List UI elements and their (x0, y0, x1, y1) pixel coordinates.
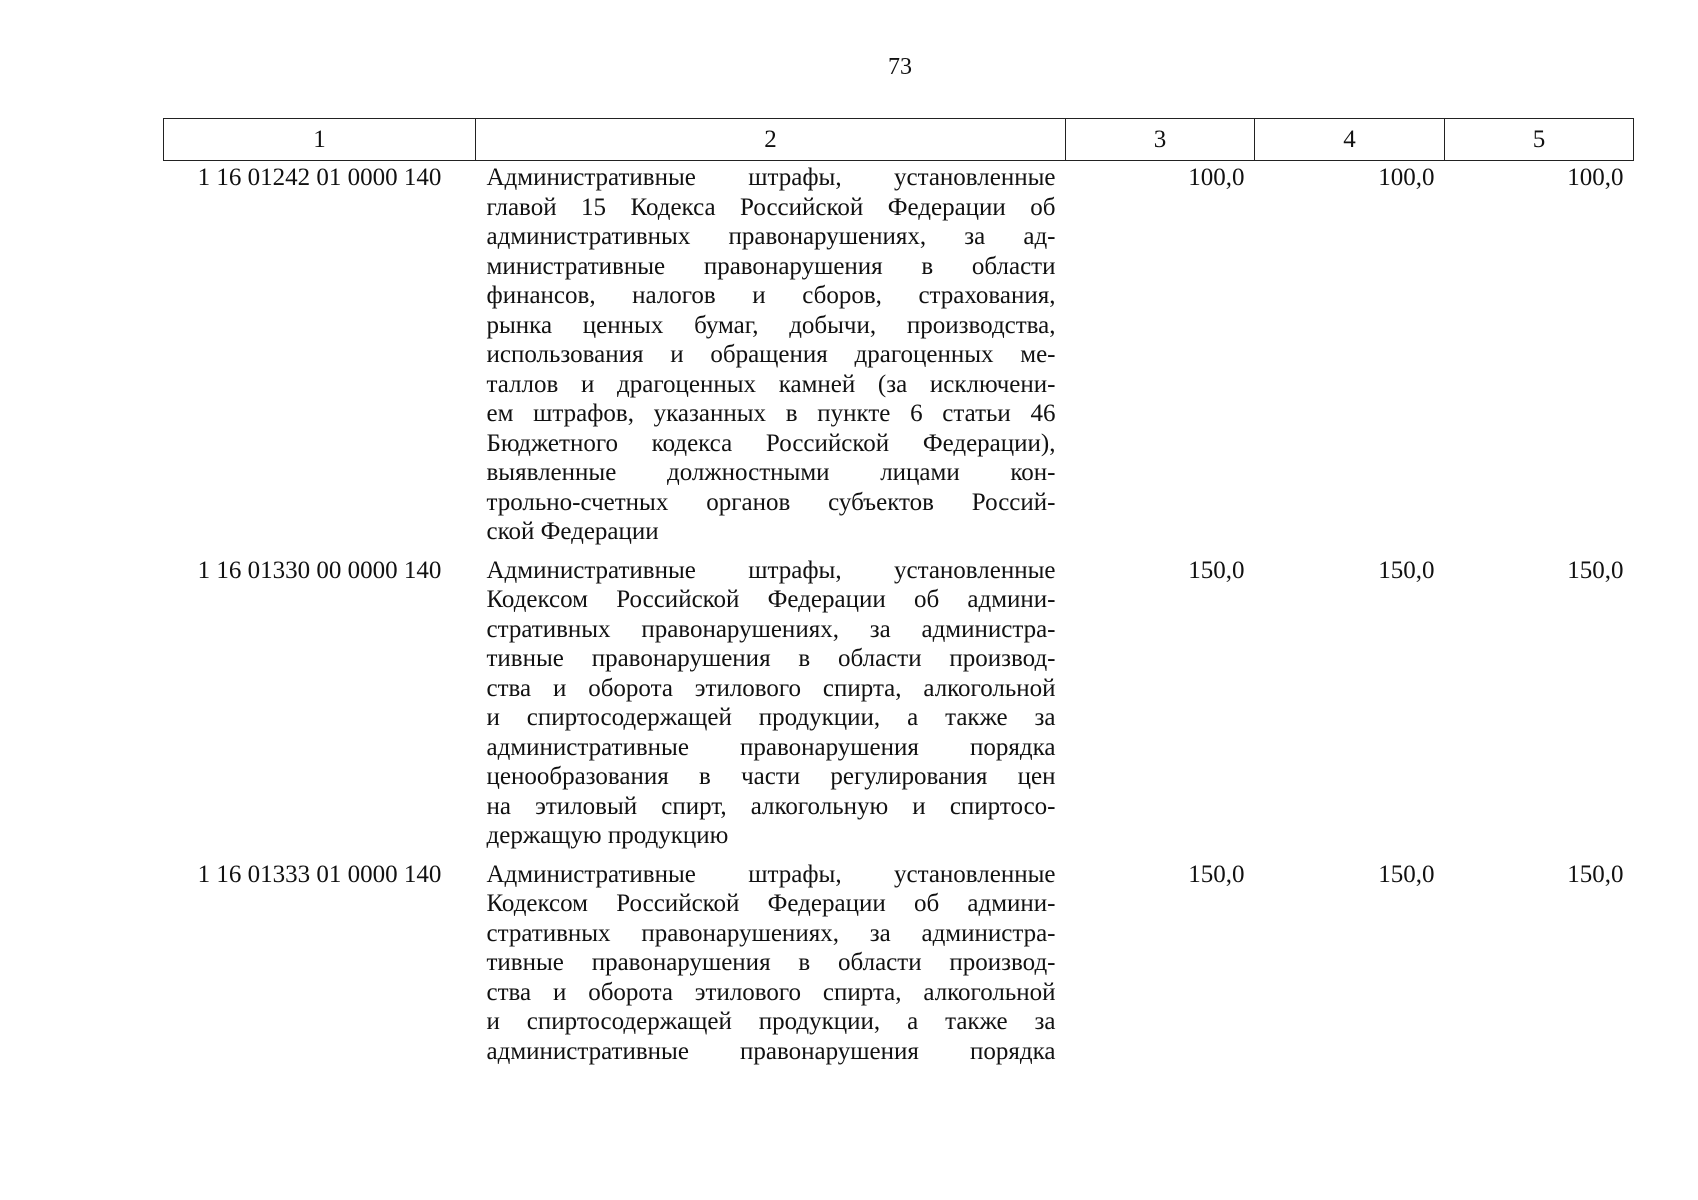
header-col-1: 1 (164, 119, 476, 161)
description-line: на этиловый спирт, алкогольную и спиртосо- (486, 792, 1056, 820)
row-description (476, 860, 1066, 1076)
value-col-5: 150,0 (1567, 556, 1624, 584)
description-line: стративных правонарушениях, за администра- (486, 919, 1056, 947)
value-col-4: 150,0 (1378, 860, 1435, 888)
header-col-3: 3 (1066, 119, 1255, 161)
table-row (164, 161, 1634, 556)
header-col-5: 5 (1445, 119, 1634, 161)
budget-code: 1 16 01242 01 0000 140 (197, 164, 442, 191)
description-line: выявленные должностными лицами кон- (486, 459, 1056, 486)
description-line: рынка ценных бумаг, добычи, производства, (486, 311, 1056, 339)
description-line: административные правонарушения порядка (486, 733, 1056, 761)
description-line: административные правонарушения порядка (486, 1037, 1056, 1065)
description-line: министративные правонарушения в области (486, 252, 1056, 280)
description-line: главой 15 Кодекса Российской Федерации об (486, 193, 1056, 221)
table-header (164, 119, 1634, 161)
description-line: тивные правонарушения в области производ- (486, 949, 1056, 976)
row-description (476, 556, 1066, 860)
header-col-4: 4 (1255, 119, 1445, 161)
budget-code: 1 16 01330 00 0000 140 (197, 556, 442, 584)
value-col-4: 150,0 (1378, 556, 1435, 584)
value-col-5: 100,0 (1567, 164, 1624, 191)
description-line: ства и оборота этилового спирта, алкогольной (486, 978, 1056, 1006)
description-line: тивные правонарушения в области производ- (486, 645, 1056, 672)
description-line: стративных правонарушениях, за администра- (486, 615, 1056, 643)
row-description (476, 161, 1066, 556)
value-col-3: 100,0 (1188, 164, 1245, 191)
description-line: и спиртосодержащей продукции, а также за (486, 704, 1056, 731)
description-line: Административные штрафы, установленные (486, 164, 1056, 191)
description-line: таллов и драгоценных камней (за исключени- (486, 370, 1056, 398)
page-number: 73 (888, 54, 912, 80)
header-row (164, 119, 1634, 161)
description-line: ценообразования в части регулирования цен (486, 763, 1056, 790)
description-line: держащую продукцию (486, 822, 729, 849)
budget-code: 1 16 01333 01 0000 140 (197, 860, 442, 888)
description-line: Бюджетного кодекса Российской Федерации), (486, 429, 1056, 457)
value-col-5: 150,0 (1567, 860, 1624, 888)
description-line: Кодексом Российской Федерации об админи- (486, 890, 1056, 917)
value-col-3: 150,0 (1188, 860, 1245, 888)
description-line: Административные штрафы, установленные (486, 860, 1056, 888)
description-line: ской Федерации (486, 518, 659, 545)
table-row (164, 860, 1634, 1076)
table-row (164, 556, 1634, 860)
description-line: использования и обращения драгоценных ме- (486, 341, 1056, 368)
header-col-2: 2 (476, 119, 1066, 161)
description-line: административных правонарушениях, за ад- (486, 223, 1056, 250)
budget-table (163, 118, 1634, 1075)
description-line: Кодексом Российской Федерации об админи- (486, 586, 1056, 613)
description-line: ства и оборота этилового спирта, алкогольной (486, 674, 1056, 702)
description-line: трольно-счетных органов субъектов Россий- (486, 488, 1056, 516)
value-col-4: 100,0 (1378, 164, 1435, 191)
value-col-3: 150,0 (1188, 556, 1245, 584)
description-line: финансов, налогов и сборов, страхования, (486, 282, 1056, 309)
description-line: и спиртосодержащей продукции, а также за (486, 1008, 1056, 1035)
description-line: Административные штрафы, установленные (486, 556, 1056, 584)
description-line: ем штрафов, указанных в пункте 6 статьи 46 (486, 400, 1056, 427)
table-body (164, 161, 1634, 1076)
